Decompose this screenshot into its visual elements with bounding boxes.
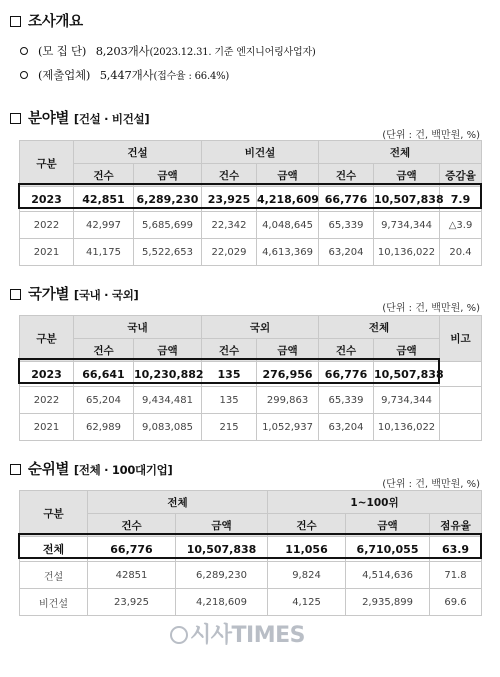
cell: 10,507,838	[374, 362, 440, 387]
cell: 7.9	[440, 187, 482, 212]
section2-title: 국가별 [국내 · 국외]	[10, 283, 139, 304]
row-year: 2022	[20, 212, 74, 239]
watermark: 시사TIMES	[170, 618, 305, 649]
header-change: 증감율	[440, 164, 482, 187]
cell: 10,136,022	[374, 414, 440, 441]
section3-title: 순위별 [전체 · 100대기업]	[10, 458, 172, 479]
header-group-total: 전체	[88, 491, 268, 514]
cell: 135	[202, 387, 257, 414]
cell: 65,204	[74, 387, 134, 414]
cell: 63,204	[319, 239, 374, 266]
section1-table	[19, 140, 482, 266]
cell: 10,507,838	[374, 187, 440, 212]
circle-bullet-icon	[20, 47, 28, 55]
header-amount: 금액	[257, 164, 319, 187]
cell: 11,056	[268, 537, 346, 562]
cell	[440, 414, 482, 441]
cell: 23,925	[88, 589, 176, 616]
cell: 23,925	[202, 187, 257, 212]
cell: 1,052,937	[257, 414, 319, 441]
row-year: 2021	[20, 239, 74, 266]
cell: 41,175	[74, 239, 134, 266]
row-year: 2021	[20, 414, 74, 441]
header-group-construction: 건설	[74, 141, 202, 164]
cell: 5,685,699	[134, 212, 202, 239]
cell: 9,734,344	[374, 387, 440, 414]
cell: 9,734,344	[374, 212, 440, 239]
header-share: 점유율	[430, 514, 482, 537]
cell: 42,997	[74, 212, 134, 239]
square-bullet-icon	[10, 289, 21, 300]
header-group-total: 전체	[319, 141, 482, 164]
row-year: 2022	[20, 387, 74, 414]
cell: 65,339	[319, 387, 374, 414]
cell: 10,507,838	[176, 537, 268, 562]
overview-item-submitted: (제출업체) 5,447개사(접수율 : 66.4%)	[20, 67, 229, 83]
header-group-overseas: 국외	[202, 316, 319, 339]
cell: 69.6	[430, 589, 482, 616]
table-row	[20, 239, 482, 266]
header-count: 건수	[319, 164, 374, 187]
header-amount: 금액	[374, 339, 440, 362]
header-count: 건수	[268, 514, 346, 537]
header-amount: 금액	[176, 514, 268, 537]
section3-unit-label: (단위 : 건, 백만원, %)	[382, 479, 480, 490]
header-amount: 금액	[374, 164, 440, 187]
cell: 66,776	[88, 537, 176, 562]
cell: 66,776	[319, 362, 374, 387]
section1-unit-label: (단위 : 건, 백만원, %)	[382, 130, 480, 141]
header-corner: 구분	[20, 141, 74, 187]
header-group-nonconstruction: 비건설	[202, 141, 319, 164]
cell: 63.9	[430, 537, 482, 562]
overview-title: 조사개요	[10, 10, 83, 31]
table-row	[20, 589, 482, 616]
cell: 5,522,653	[134, 239, 202, 266]
cell: 71.8	[430, 562, 482, 589]
section2-table	[19, 315, 482, 441]
cell: 20.4	[440, 239, 482, 266]
cell: 66,641	[74, 362, 134, 387]
header-group-total: 전체	[319, 316, 440, 339]
table-row	[20, 387, 482, 414]
cell	[440, 387, 482, 414]
table-row	[20, 562, 482, 589]
table-row	[20, 414, 482, 441]
cell: 10,230,882	[134, 362, 202, 387]
cell: 42851	[88, 562, 176, 589]
header-count: 건수	[74, 164, 134, 187]
cell: 4,218,609	[176, 589, 268, 616]
row-category: 건설	[20, 562, 88, 589]
cell: △3.9	[440, 212, 482, 239]
header-group-domestic: 국내	[74, 316, 202, 339]
table-row	[20, 362, 482, 387]
overview-item-population: (모 집 단) 8,203개사(2023.12.31. 기준 엔지니어링사업자)	[20, 43, 316, 59]
cell: 4,048,645	[257, 212, 319, 239]
cell: 135	[202, 362, 257, 387]
row-category: 비건설	[20, 589, 88, 616]
cell: 62,989	[74, 414, 134, 441]
cell: 4,514,636	[346, 562, 430, 589]
cell: 2,935,899	[346, 589, 430, 616]
circle-bullet-icon	[20, 71, 28, 79]
cell: 10,136,022	[374, 239, 440, 266]
header-amount: 금액	[134, 339, 202, 362]
row-year: 2023	[20, 362, 74, 387]
cell: 9,083,085	[134, 414, 202, 441]
header-count: 건수	[202, 339, 257, 362]
cell: 63,204	[319, 414, 374, 441]
header-count: 건수	[88, 514, 176, 537]
table-row	[20, 212, 482, 239]
cell: 42,851	[74, 187, 134, 212]
table-row	[20, 187, 482, 212]
header-count: 건수	[319, 339, 374, 362]
cell: 9,824	[268, 562, 346, 589]
header-amount: 금액	[134, 164, 202, 187]
table-row	[20, 537, 482, 562]
header-count: 건수	[74, 339, 134, 362]
cell: 22,029	[202, 239, 257, 266]
cell: 4,125	[268, 589, 346, 616]
section2-unit-label: (단위 : 건, 백만원, %)	[382, 303, 480, 314]
header-remark: 비고	[440, 316, 482, 362]
row-year: 2023	[20, 187, 74, 212]
cell: 4,218,609	[257, 187, 319, 212]
header-corner: 구분	[20, 491, 88, 537]
cell: 6,289,230	[134, 187, 202, 212]
section3-table	[19, 490, 482, 616]
cell: 215	[202, 414, 257, 441]
section1-title: 분야별 [건설 · 비건설]	[10, 107, 149, 128]
square-bullet-icon	[10, 16, 21, 27]
header-amount: 금액	[257, 339, 319, 362]
cell: 22,342	[202, 212, 257, 239]
cell: 6,710,055	[346, 537, 430, 562]
header-group-top100: 1~100위	[268, 491, 482, 514]
cell: 6,289,230	[176, 562, 268, 589]
header-amount: 금액	[346, 514, 430, 537]
cell: 9,434,481	[134, 387, 202, 414]
header-count: 건수	[202, 164, 257, 187]
square-bullet-icon	[10, 113, 21, 124]
cell	[440, 362, 482, 387]
cell: 65,339	[319, 212, 374, 239]
row-category: 전체	[20, 537, 88, 562]
square-bullet-icon	[10, 464, 21, 475]
cell: 66,776	[319, 187, 374, 212]
cell: 4,613,369	[257, 239, 319, 266]
header-corner: 구분	[20, 316, 74, 362]
cell: 276,956	[257, 362, 319, 387]
cell: 299,863	[257, 387, 319, 414]
logo-icon	[170, 626, 188, 644]
